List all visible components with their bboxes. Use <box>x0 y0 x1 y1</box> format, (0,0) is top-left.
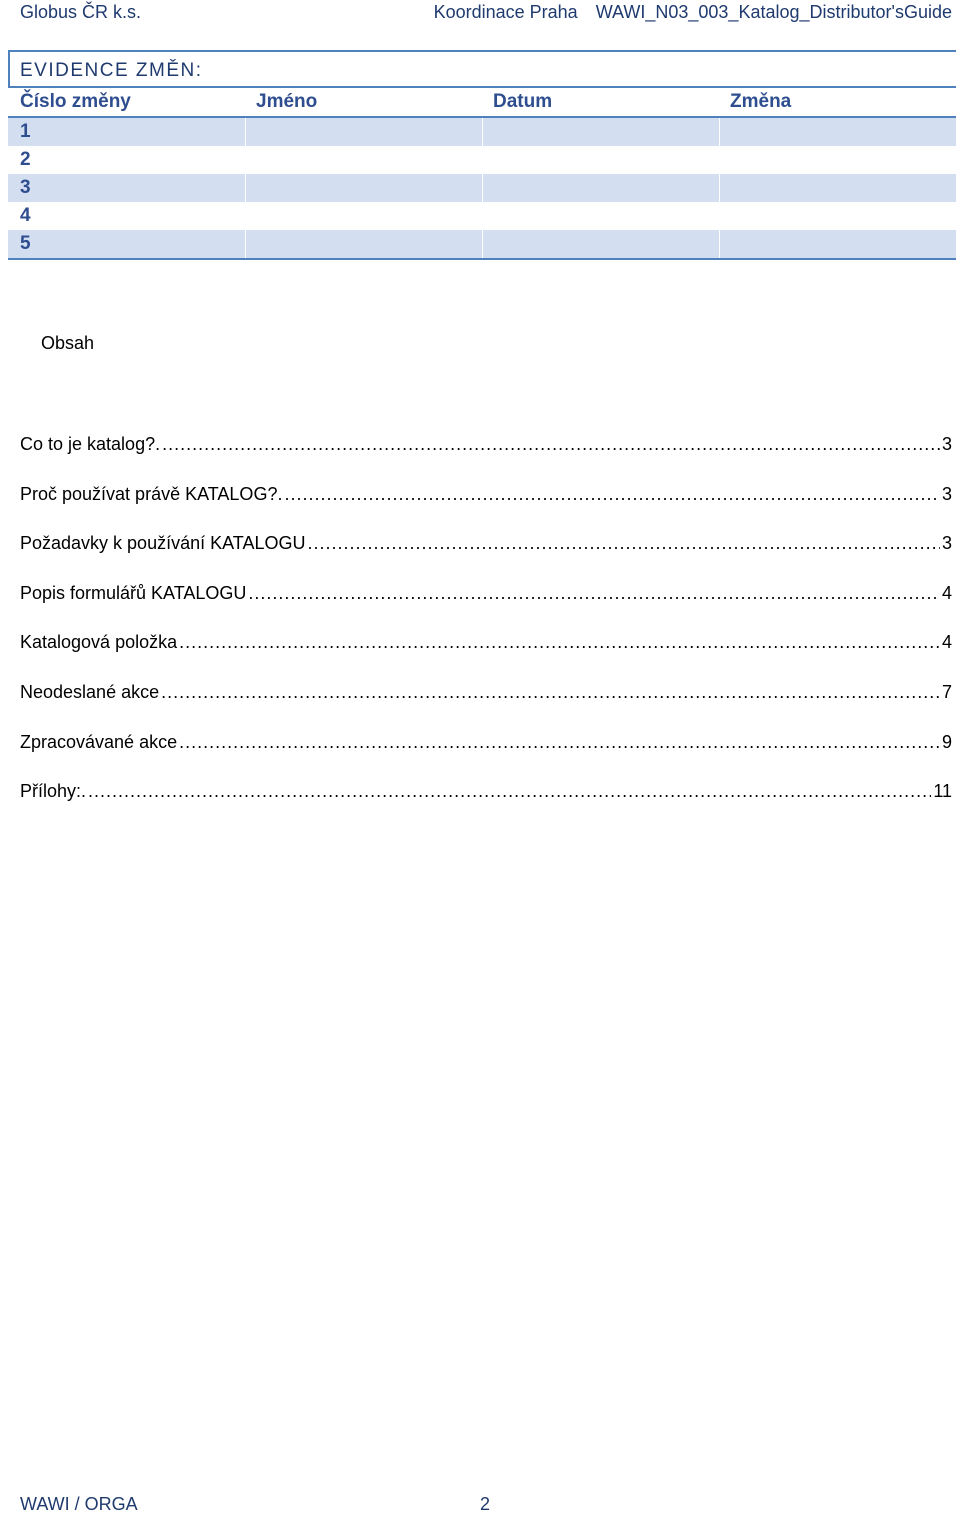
row-name <box>245 202 482 230</box>
toc-entry[interactable] <box>20 431 952 481</box>
toc-entry[interactable] <box>20 629 952 679</box>
row-date <box>482 202 719 230</box>
toc-leader-dots <box>88 778 931 804</box>
toc-leader-dots <box>179 729 940 755</box>
toc-entry-label: Katalogová položka <box>20 632 178 653</box>
row-date <box>482 174 719 202</box>
toc-entry[interactable] <box>20 778 952 828</box>
toc-leader-dots <box>179 629 940 655</box>
header-right <box>434 0 952 24</box>
table-row <box>8 230 956 258</box>
page-number: 2 <box>480 1494 491 1514</box>
column-header-date: Datum <box>493 91 553 112</box>
toc-entry-page: 3 <box>941 533 952 554</box>
row-name <box>245 174 482 202</box>
row-number: 1 <box>8 118 245 146</box>
toc-entry[interactable] <box>20 530 952 580</box>
table-row <box>8 118 956 146</box>
row-change <box>719 202 956 230</box>
toc-entry-label: Požadavky k používání KATALOGU <box>20 533 306 554</box>
toc-leader-dots <box>162 431 940 457</box>
toc-entry-label: Přílohy:. <box>20 781 87 802</box>
column-header-name: Jméno <box>256 91 318 112</box>
toc-entry[interactable] <box>20 481 952 531</box>
department-name: Koordinace Praha <box>433 2 578 22</box>
toc-entry-page: 9 <box>941 731 952 752</box>
change-log-title: EVIDENCE ZMĚN: <box>8 50 956 88</box>
row-date <box>482 230 719 258</box>
toc-entry-page: 4 <box>941 582 952 603</box>
row-name <box>245 118 482 146</box>
toc-leader-dots <box>284 481 940 507</box>
toc-entry[interactable] <box>20 679 952 729</box>
row-date <box>482 118 719 146</box>
toc-entry-page: 4 <box>941 632 952 653</box>
page-footer: WAWI / ORGA <box>20 1494 138 1514</box>
toc-entry-page: 7 <box>941 681 952 702</box>
page-header <box>20 0 952 28</box>
change-log-table <box>8 50 956 260</box>
change-log-header-row <box>8 88 956 118</box>
row-change <box>719 146 956 174</box>
toc-entry-page: 11 <box>933 781 952 802</box>
row-name <box>245 146 482 174</box>
toc-entry-page: 3 <box>941 483 952 504</box>
toc-leader-dots <box>307 530 940 556</box>
row-change <box>719 230 956 258</box>
row-name <box>245 230 482 258</box>
row-number: 5 <box>8 230 245 258</box>
toc-leader-dots <box>161 679 940 705</box>
toc-entry[interactable] <box>20 729 952 779</box>
company-name: Globus ČR k.s. <box>20 2 142 22</box>
toc-entry-page: 3 <box>941 434 952 454</box>
toc-entry[interactable] <box>20 580 952 630</box>
row-change <box>719 174 956 202</box>
document-id: WAWI_N03_003_Katalog_Distributor'sGuide <box>595 2 952 22</box>
table-row <box>8 202 956 230</box>
table-of-contents <box>20 431 952 828</box>
toc-entry-label: Neodeslané akce <box>20 681 160 702</box>
row-number: 4 <box>20 205 31 226</box>
column-header-number: Číslo změny <box>20 91 131 112</box>
toc-entry-label: Popis formulářů KATALOGU <box>20 582 247 603</box>
toc-heading: Obsah <box>41 333 95 353</box>
row-number: 2 <box>20 149 31 170</box>
toc-entry-label: Proč používat právě KATALOG?. <box>20 483 283 504</box>
toc-entry-label: Zpracovávané akce <box>20 731 178 752</box>
toc-leader-dots <box>248 580 940 606</box>
table-row <box>8 146 956 174</box>
column-header-change: Změna <box>730 91 792 112</box>
change-log-rows <box>8 118 956 260</box>
table-row <box>8 174 956 202</box>
row-change <box>719 118 956 146</box>
toc-entry-label: Co to je katalog?. <box>20 434 161 454</box>
row-date <box>482 146 719 174</box>
row-number: 3 <box>8 174 245 202</box>
